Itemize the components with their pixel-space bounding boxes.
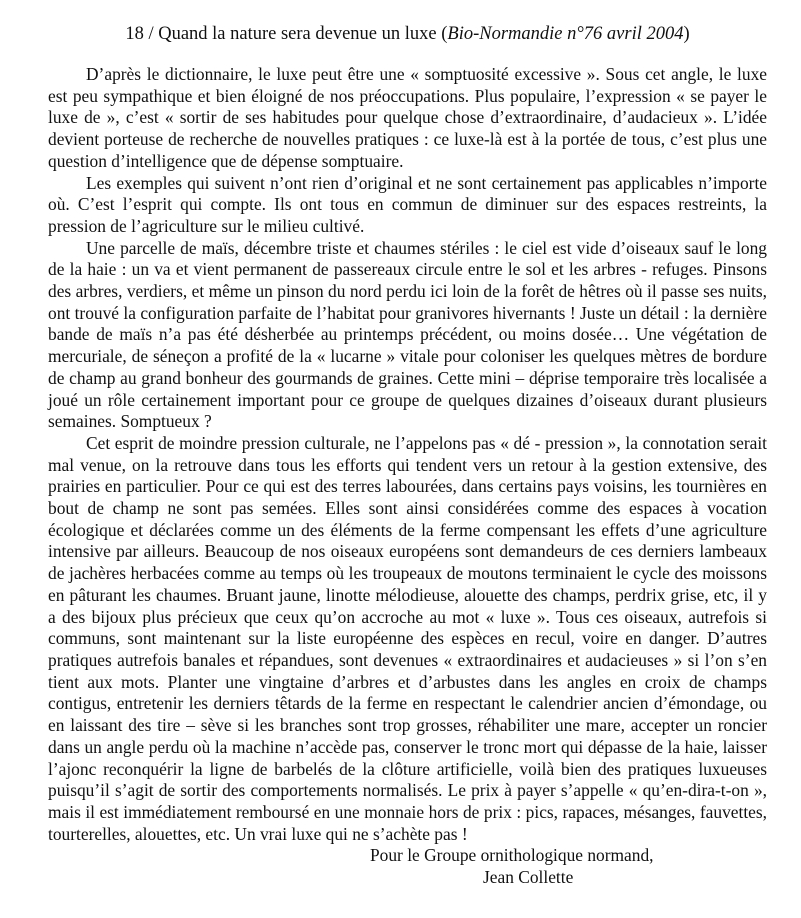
- signature-organization: Pour le Groupe ornithologique normand,: [370, 845, 654, 866]
- paragraph-2: Les exemples qui suivent n’ont rien d’original et ne sont certainement pas applicables n’importe où. C’est l’esprit qui compte. Ils ont tous en commun de diminuer sur des espaces restreints, la pression de l’agriculture sur le milieu cultivé.: [48, 172, 767, 236]
- page-number: 18: [125, 24, 144, 44]
- article-body: [48, 64, 767, 845]
- signature-author: Jean Collette: [483, 867, 574, 888]
- source-citation: Bio-Normandie n°76 avril 2004: [447, 24, 684, 44]
- source-paren-open: (: [441, 24, 448, 44]
- article-title: Quand la nature sera devenue un luxe: [158, 24, 437, 44]
- header-separator: /: [148, 24, 154, 44]
- source-paren-close: ): [683, 24, 690, 44]
- paragraph-1: D’après le dictionnaire, le luxe peut être une « somptuosité excessive ». Sous cet angle, le luxe est peu sympathique et bien éloigné de nos préoccupations. Plus populaire, l’expression « se payer le luxe de », c’est « sortir de ses habitudes pour quelque chose d’extraordinaire, d’audacieux ». L’idée devient porteuse de recherche de nouvelles pratiques : ce luxe-là est à la portée de tous, c’est plus une question d’intelligence que de dépense somptuaire.: [48, 64, 767, 171]
- paragraph-4: Cet esprit de moindre pression culturale, ne l’appelons pas « dé - pression », la connotation serait mal venue, on la retrouve dans tous les efforts qui tendent vers un retour à la gestion extensive, des prairies en particulier. Pour ce qui est des terres labourées, dans certains pays voisins, les tournières en bout de champ ne sont pas semées. Elles sont ainsi considérées comme des espaces à vocation écologique et déclarées comme un des éléments de la ferme compensant les effets d’une agriculture intensive par ailleurs. Beaucoup de nos oiseaux européens sont demandeurs de ces derniers lambeaux de jachères herbacées comme au temps où les troupeaux de moutons terminaient le cycle des moissons en pâturant les chaumes. Bruant jaune, linotte mélodieuse, alouette des champs, perdrix grise, etc, il y a des bijoux plus précieux que ceux qu’on accroche au mot « luxe ». Tous ces oiseaux, autrefois si communs, sont maintenant sur la liste européenne des espèces en recul, voire en danger. D’autres pratiques autrefois banales et répandues, sont devenues « extraordinaires et audacieuses » si l’on s’en tient aux mots. Planter une vingtaine d’arbres et d’arbustes dans les angles en croix de champs contigus, entretenir les derniers têtards de la ferme en respectant le calendrier ancien d’émondage, ou en laissant des tire – sève si les branches sont trop grosses, réhabiliter une mare, accepter un roncier dans un angle perdu où la machine n’accède pas, conserver le tronc mort qui dépasse de la haie, laisser l’ajonc reconquérir la ligne de barbelés de la clôture artificielle, voilà bien des pratiques luxueuses puisqu’il s’agit de sortir des comportements normalisés. Le prix à payer s’appelle « qu’en-dira-t-on », mais il est immédiatement remboursé en une monnaie hors de prix : pics, rapaces, mésanges, fauvettes, tourterelles, alouettes, etc. Un vrai luxe qui ne s’achète pas !: [48, 432, 767, 844]
- signature-block: [48, 845, 767, 888]
- paragraph-3: Une parcelle de maïs, décembre triste et chaumes stériles : le ciel est vide d’oiseaux sauf le long de la haie : un va et vient permanent de passereaux circule entre le sol et les arbres - refuges. Pinsons des arbres, verdiers, et même un pinson du nord perdu ici loin de la forêt de hêtres où il passe ses nuits, ont trouvé la configuration parfaite de l’habitat pour granivores hivernants ! Juste un détail : la dernière bande de maïs n’a pas été désherbée au printemps précédent, ou moins dosée… Une végétation de mercuriale, de séneçon a profité de la « lucarne » vitale pour coloniser les quelques mètres de bordure de champ au grand bonheur des gourmands de graines. Cette mini – déprise temporaire très localisée a joué un rôle certainement important pour ce groupe de quelques dizaines d’oiseaux durant plusieurs semaines. Somptueux ?: [48, 237, 767, 432]
- page-header: [48, 22, 767, 46]
